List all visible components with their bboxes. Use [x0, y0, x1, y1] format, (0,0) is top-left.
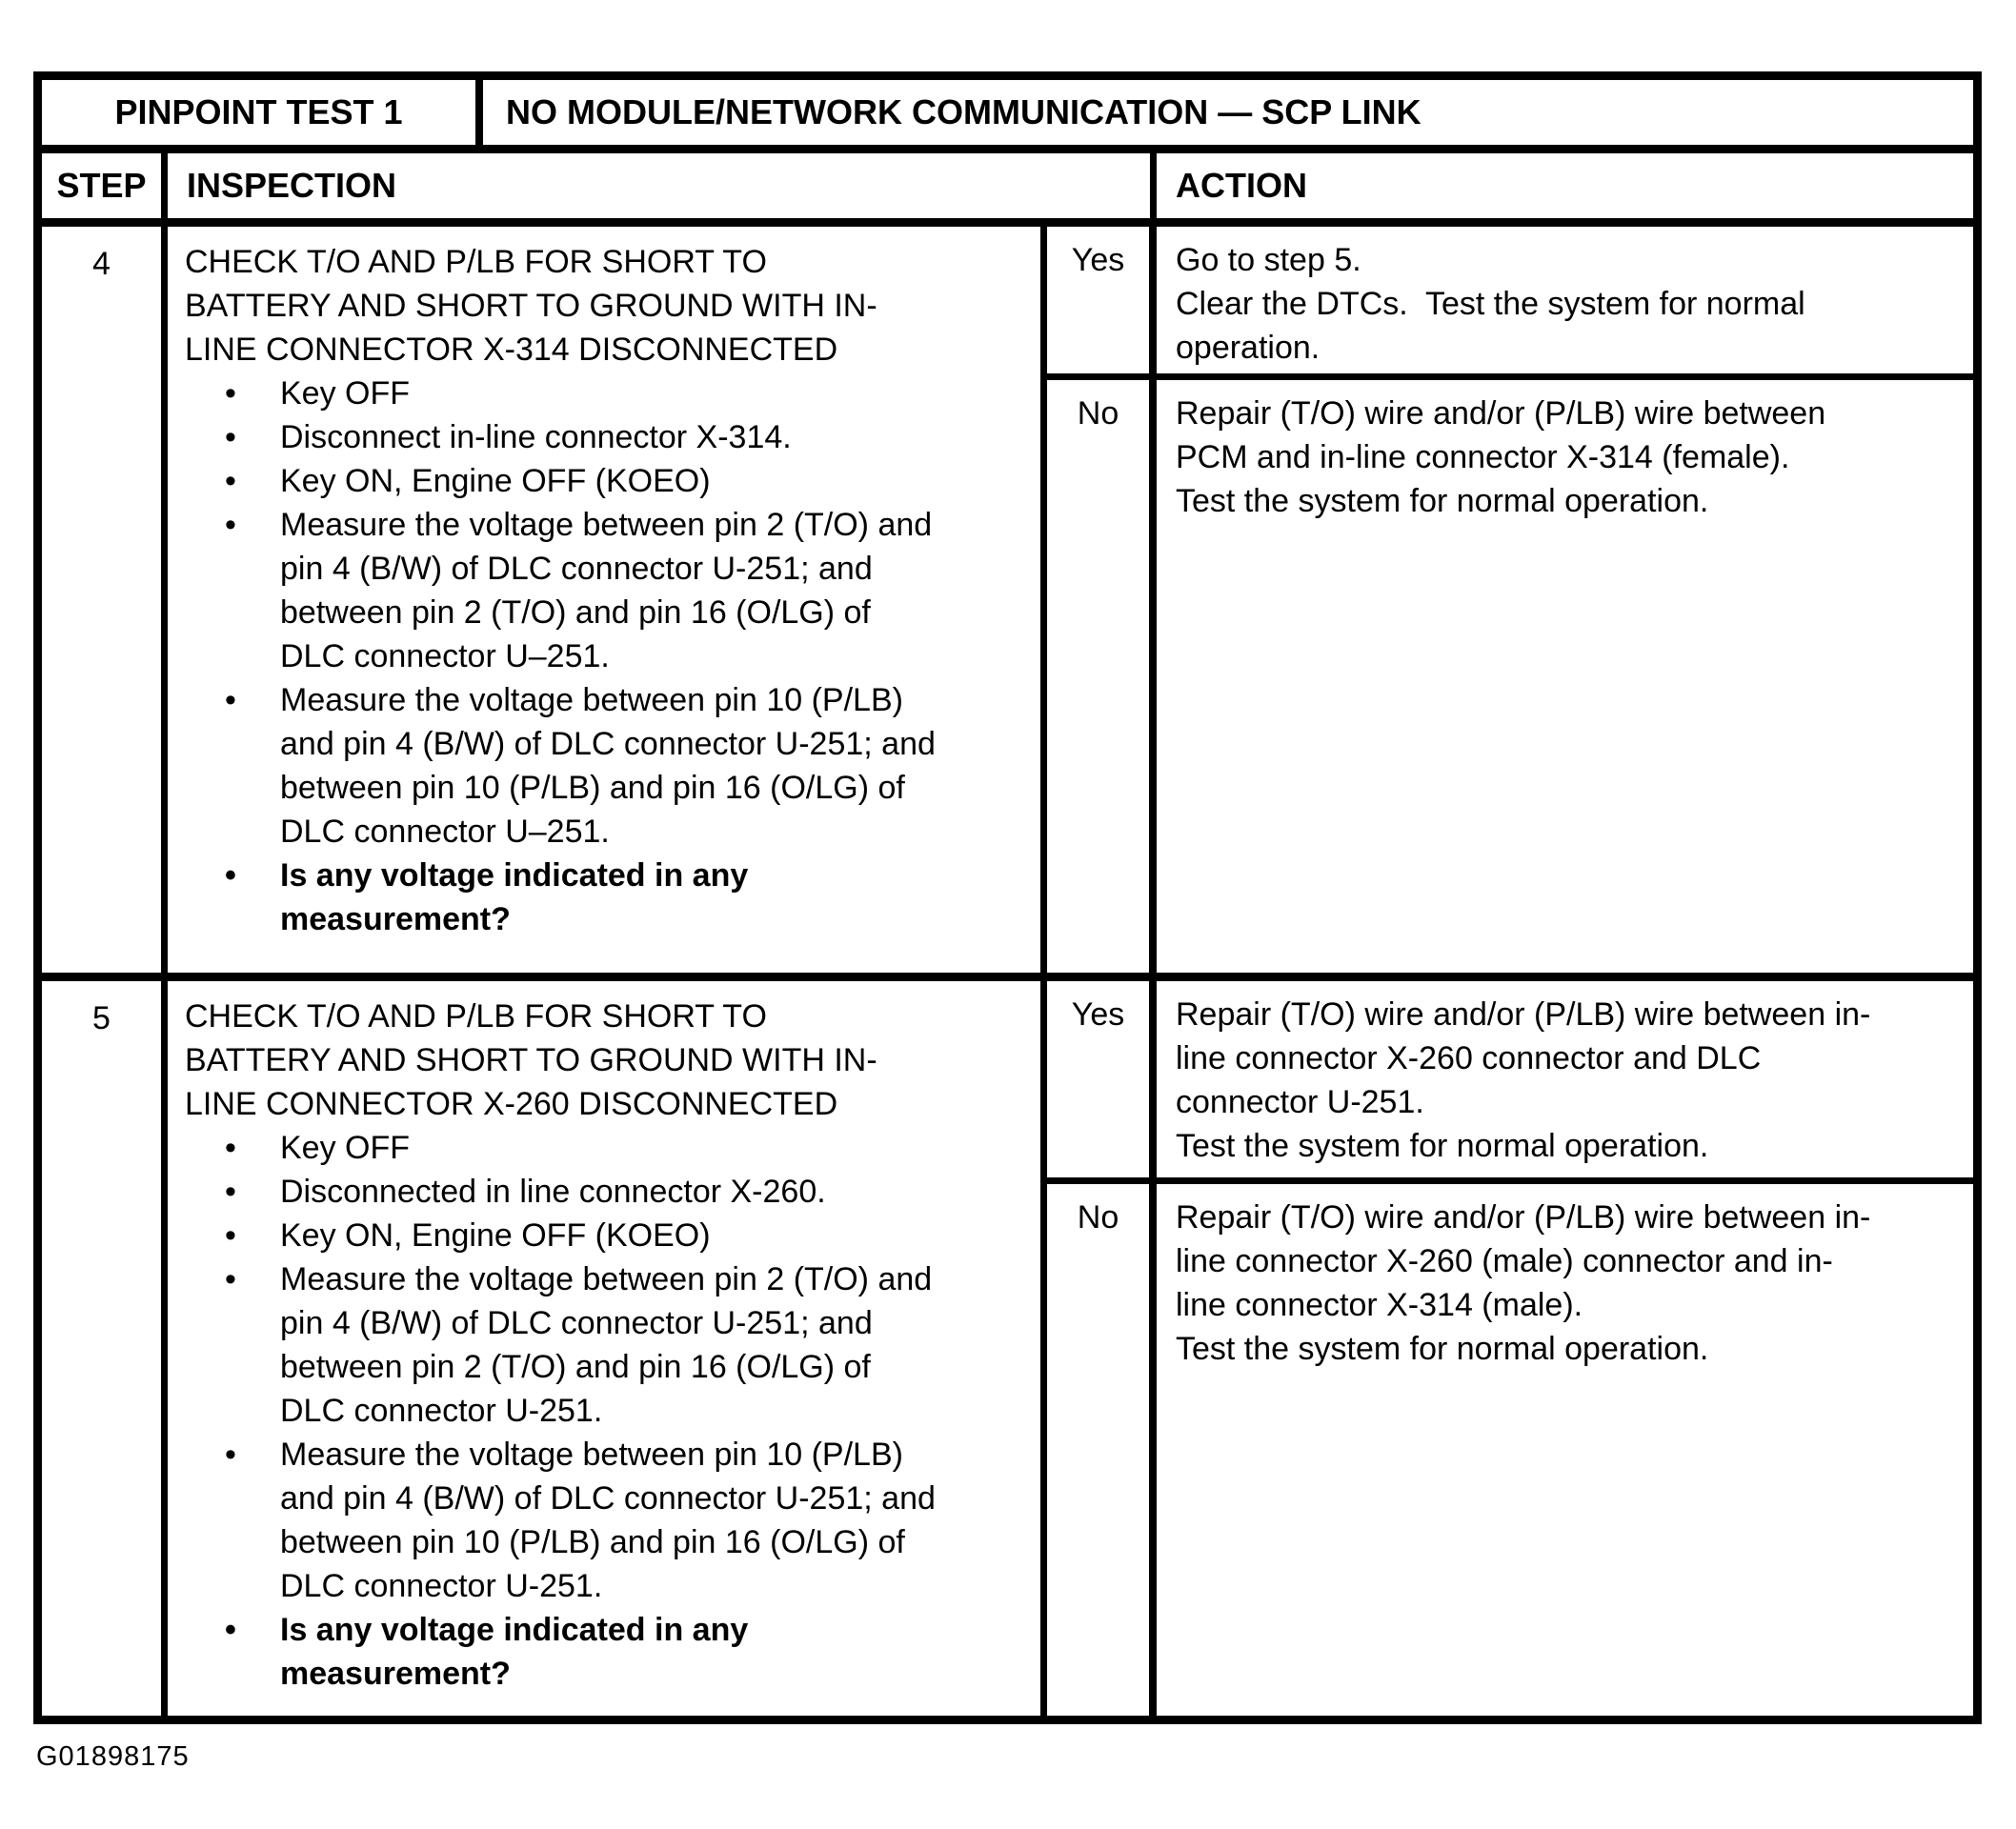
inspection-bullet: • Measure the voltage between pin 10 (P/LB) and pin 4 (B/W) of DLC connector U-251; and between pin 10 (P/LB) and pin 16 (O/LG) of DLC connector U-251.	[185, 1433, 937, 1608]
inspection-bullet: • Key OFF	[185, 372, 937, 415]
action-text	[1157, 227, 1973, 373]
inspection-column-header: INSPECTION	[168, 153, 1157, 218]
outcome-no-row	[1047, 380, 1973, 973]
outcome-yes-row	[1047, 981, 1973, 1184]
action-line: Clear the DTCs. Test the system for normal operation.	[1176, 286, 1815, 366]
inspection-question: • Is any voltage indicated in any measurement?	[185, 1608, 937, 1696]
step-number: 5	[42, 981, 168, 1716]
table-row-step-5	[42, 981, 1973, 1716]
inspection-bullet: • Measure the voltage between pin 2 (T/O) and pin 4 (B/W) of DLC connector U-251; and between pin 2 (T/O) and pin 16 (O/LG) of DLC connector U-251.	[185, 1257, 937, 1433]
action-text	[1157, 380, 1973, 973]
action-line: Test the system for normal operation.	[1176, 483, 1709, 519]
inspection-bullet: • Key ON, Engine OFF (KOEO)	[185, 1214, 937, 1257]
outcome-cell	[1047, 981, 1973, 1716]
outcome-yes-row	[1047, 227, 1973, 380]
action-text	[1157, 981, 1973, 1177]
verdict-label-yes: Yes	[1047, 981, 1157, 1177]
figure-id-label: G01898175	[36, 1741, 190, 1772]
outcome-no-row	[1047, 1184, 1973, 1716]
inspection-bullet: • Key ON, Engine OFF (KOEO)	[185, 459, 937, 503]
action-line: Test the system for normal operation.	[1176, 1128, 1709, 1164]
inspection-bullet: • Measure the voltage between pin 10 (P/LB) and pin 4 (B/W) of DLC connector U-251; and between pin 10 (P/LB) and pin 16 (O/LG) of DLC connector U–251.	[185, 678, 937, 854]
step-number: 4	[42, 227, 168, 973]
inspection-bullet: • Disconnect in-line connector X-314.	[185, 415, 937, 459]
outcome-cell	[1047, 227, 1973, 973]
verdict-label-yes: Yes	[1047, 227, 1157, 373]
pinpoint-test-label: PINPOINT TEST 1	[42, 80, 483, 145]
action-line: Repair (T/O) wire and/or (P/LB) wire between PCM and in-line connector X-314 (female).	[1176, 395, 1835, 475]
action-line: Test the system for normal operation.	[1176, 1331, 1709, 1367]
pinpoint-test-table	[33, 71, 1982, 1724]
inspection-cell	[168, 981, 1047, 1716]
table-title-row	[42, 80, 1973, 153]
action-line: Go to step 5.	[1176, 242, 1361, 278]
inspection-question: • Is any voltage indicated in any measurement?	[185, 854, 937, 941]
table-row-step-4	[42, 227, 1973, 981]
inspection-bullet: • Disconnected in line connector X-260.	[185, 1170, 937, 1214]
verdict-label-no: No	[1047, 1184, 1157, 1716]
inspection-bullet: • Key OFF	[185, 1126, 937, 1170]
verdict-label-no: No	[1047, 380, 1157, 973]
inspection-title: CHECK T/O AND P/LB FOR SHORT TO BATTERY AND SHORT TO GROUND WITH IN-LINE CONNECTOR X-314 DISCONNECTED	[185, 244, 877, 368]
inspection-cell	[168, 227, 1047, 973]
inspection-bullet: • Measure the voltage between pin 2 (T/O) and pin 4 (B/W) of DLC connector U-251; and between pin 2 (T/O) and pin 16 (O/LG) of DLC connector U–251.	[185, 503, 937, 678]
inspection-title: CHECK T/O AND P/LB FOR SHORT TO BATTERY AND SHORT TO GROUND WITH IN-LINE CONNECTOR X-260 DISCONNECTED	[185, 998, 877, 1122]
action-line: Repair (T/O) wire and/or (P/LB) wire between in-line connector X-260 (male) connector and in-line connector X-314 (male).	[1176, 1199, 1871, 1323]
step-column-header: STEP	[42, 153, 168, 218]
action-text	[1157, 1184, 1973, 1716]
action-line: Repair (T/O) wire and/or (P/LB) wire between in-line connector X-260 connector and DLC connector U-251.	[1176, 996, 1871, 1120]
column-header-row	[42, 153, 1973, 227]
action-column-header: ACTION	[1176, 166, 1307, 205]
test-description-label: NO MODULE/NETWORK COMMUNICATION — SCP LINK	[506, 92, 1421, 131]
